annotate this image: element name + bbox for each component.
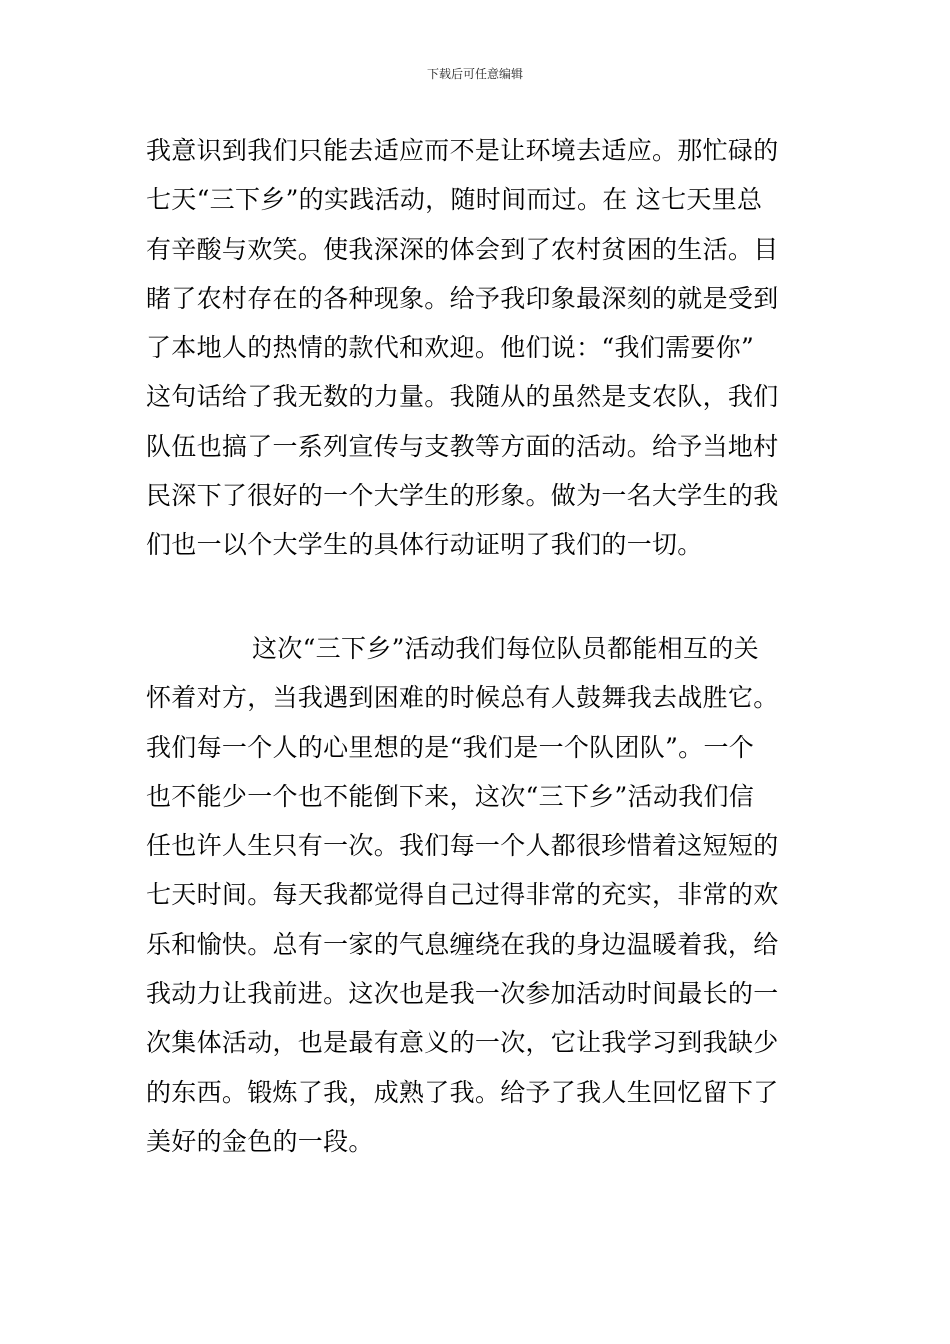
paragraph-line: 我动力让我前进。这次也是我一次参加活动时间最长的一 <box>146 979 779 1009</box>
paragraph-line: 的东西。锻炼了我，成熟了我。给予了我人生回忆留下了 <box>146 1077 779 1107</box>
paragraph-line: 民深下了很好的一个大学生的形象。做为一名大学生的我 <box>146 481 779 511</box>
paragraph-line: 有辛酸与欢笑。使我深深的体会到了农村贫困的生活。目 <box>146 234 779 264</box>
paragraph-line: 乐和愉快。总有一家的气息缠绕在我的身边温暖着我，给 <box>146 929 779 959</box>
paragraph-line: 了本地人的热情的款代和欢迎。他们说：“我们需要你” <box>146 333 755 363</box>
paragraph-line: 这句话给了我无数的力量。我随从的虽然是支农队，我们 <box>146 382 779 412</box>
header-note: 下载后可任意编辑 <box>426 67 523 81</box>
paragraph-line: 也不能少一个也不能倒下来，这次“三下乡”活动我们信 <box>146 781 755 811</box>
paragraph-line: 睹了农村存在的各种现象。给予我印象最深刻的就是受到 <box>146 283 779 313</box>
paragraph-line: 美好的金色的一段。 <box>146 1126 374 1156</box>
paragraph-line: 这次“三下乡”活动我们每位队员都能相互的关 <box>252 634 759 663</box>
paragraph-line: 我意识到我们只能去适应而不是让环境去适应。那忙碌的 <box>146 136 779 165</box>
paragraph-line: 队伍也搞了一系列宣传与支教等方面的活动。给予当地村 <box>146 431 779 461</box>
paragraph-line: 我们每一个人的心里想的是“我们是一个队团队”。一个 <box>146 732 755 762</box>
paragraph-line: 怀着对方，当我遇到困难的时候总有人鼓舞我去战胜它。 <box>146 683 779 713</box>
paragraph-line: 次集体活动，也是最有意义的一次，它让我学习到我缺少 <box>146 1028 779 1058</box>
paragraph-2 <box>146 624 810 1166</box>
paragraph-line: 七天时间。每天我都觉得自己过得非常的充实，非常的欢 <box>146 880 779 910</box>
paragraph-line: 们也一以个大学生的具体行动证明了我们的一切。 <box>146 530 703 560</box>
paragraph-line: 七天“三下乡”的实践活动，随时间而过。在 这七天里总 <box>146 185 763 215</box>
paragraph-line: 任也许人生只有一次。我们每一个人都很珍惜着这短短的 <box>146 831 779 861</box>
paragraph-1 <box>146 126 810 570</box>
